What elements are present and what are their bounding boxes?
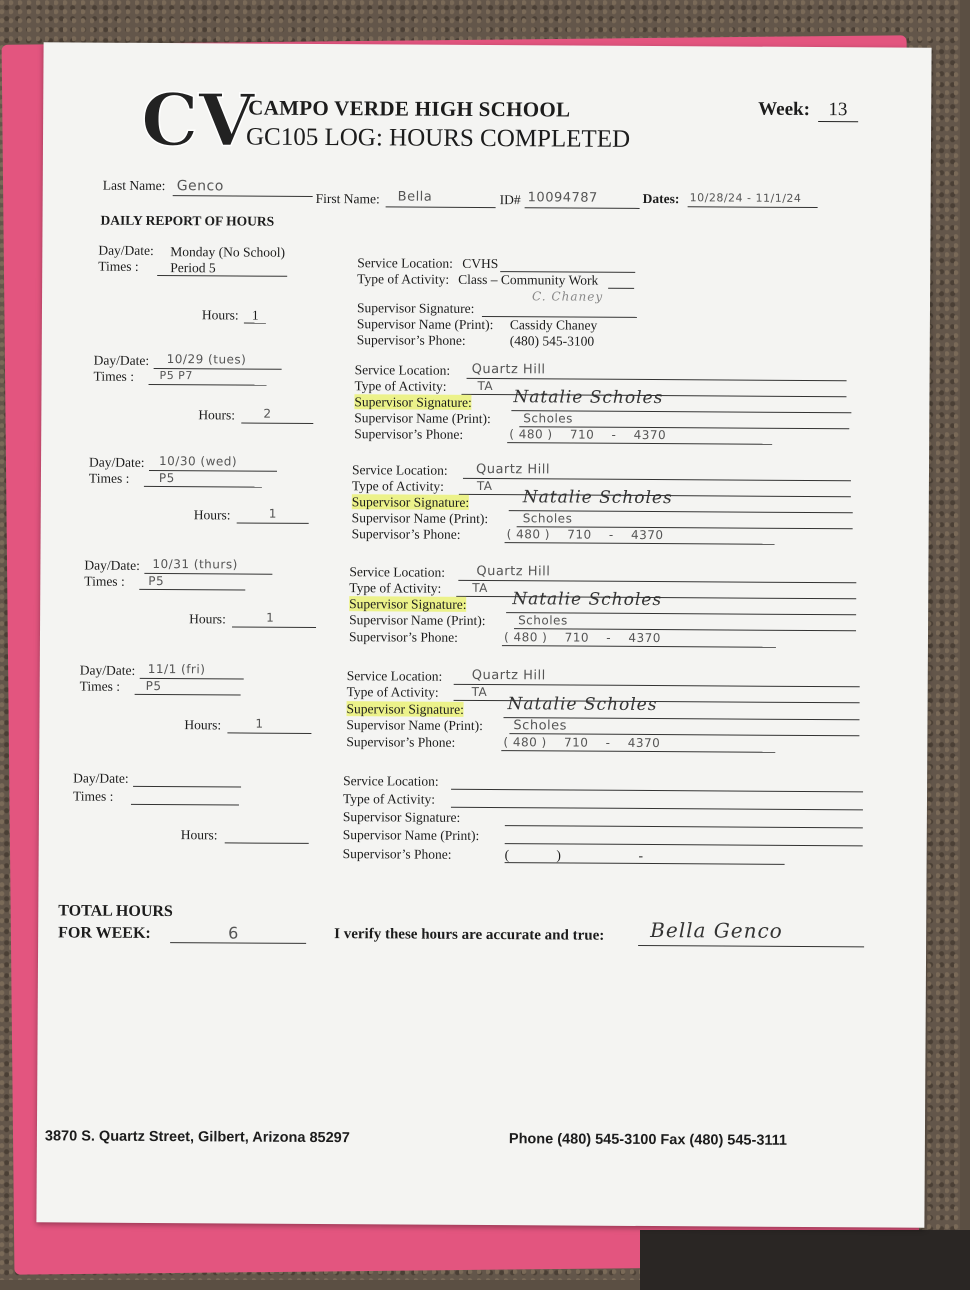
- signature-label: Supervisor Signature:: [354, 394, 472, 410]
- supervisor-phone-label: Supervisor’s Phone:: [346, 734, 456, 750]
- supervisor-name-label: Supervisor Name (Print):: [349, 612, 486, 629]
- supervisor-name-label: Supervisor Name (Print):: [356, 316, 494, 333]
- supervisor-phone-label: Supervisor’s Phone:: [356, 332, 466, 348]
- supervisor-phone-label: Supervisor’s Phone:: [348, 629, 458, 645]
- day-date-value: 10/29 (tues): [166, 352, 247, 367]
- total-hours-value: 6: [228, 923, 239, 943]
- times-value: P5: [145, 678, 162, 694]
- week-value: 13: [818, 99, 858, 122]
- times-value: Period 5: [170, 260, 216, 276]
- service-location-label: Service Location:: [354, 362, 451, 378]
- day-date-value: 10/31 (thurs): [152, 556, 238, 572]
- times-label: Times :: [88, 470, 130, 486]
- activity-label: Type of Activity:: [346, 684, 439, 700]
- activity-label: Type of Activity:: [342, 791, 436, 807]
- activity-value: Class – Community Work: [458, 271, 599, 288]
- supervisor-name-value: Scholes: [523, 411, 574, 426]
- school-name: CAMPO VERDE HIGH SCHOOL: [248, 95, 571, 122]
- footer-phone: Phone (480) 545-3100 Fax (480) 545-3111: [508, 1131, 788, 1149]
- supervisor-name-value: Scholes: [513, 718, 567, 734]
- signature-label: Supervisor Signature:: [346, 701, 464, 717]
- hours-value: 1: [251, 307, 259, 323]
- hours-value: 2: [263, 406, 272, 421]
- dates-label: Dates:: [642, 190, 680, 207]
- hours-label: Hours:: [201, 307, 239, 323]
- day-date-value: 11/1 (fri): [147, 661, 206, 677]
- supervisor-name-value: Scholes: [522, 511, 573, 526]
- hours-label: Hours:: [180, 827, 218, 843]
- day-date-label: Day/Date:: [79, 662, 136, 678]
- footer-address: 3870 S. Quartz Street, Gilbert, Arizona 85297: [44, 1128, 350, 1147]
- total-hours-label-1: TOTAL HOURS: [58, 902, 173, 921]
- supervisor-signature: C. Chaney: [532, 289, 604, 304]
- doc-title: GC105 LOG: HOURS COMPLETED: [245, 123, 631, 153]
- id-value: 10094787: [527, 190, 598, 206]
- times-value: P5 P7: [159, 369, 193, 383]
- dates-value: 10/28/24 - 11/1/24: [689, 191, 802, 205]
- supervisor-signature: Natalie Scholes: [522, 487, 673, 509]
- supervisor-name-label: Supervisor Name (Print):: [351, 510, 489, 527]
- service-location-label: Service Location:: [357, 255, 453, 271]
- hours-label: Hours:: [184, 717, 222, 733]
- supervisor-phone-value: ( 480 ) 710 - 4370: [503, 735, 661, 751]
- day-date-label: Day/Date:: [98, 242, 154, 258]
- signature-label: Supervisor Signature:: [349, 596, 467, 612]
- service-location-value: Quartz Hill: [471, 667, 546, 684]
- supervisor-signature: Natalie Scholes: [512, 589, 663, 611]
- hours-label: Hours:: [193, 507, 231, 523]
- week-label: Week:: [758, 98, 810, 120]
- day-date-value: Monday (No School): [170, 244, 286, 260]
- hours-value: 1: [255, 716, 264, 731]
- signature-label: Supervisor Signature:: [342, 809, 461, 825]
- day-date-label: Day/Date:: [93, 352, 150, 368]
- hours-value: 1: [266, 610, 275, 625]
- id-label: ID#: [499, 192, 521, 208]
- times-label: Times :: [79, 678, 121, 694]
- supervisor-name-label: Supervisor Name (Print):: [354, 410, 491, 427]
- activity-label: Type of Activity:: [351, 478, 445, 494]
- service-location-label: Service Location:: [349, 564, 446, 580]
- last-name-label: Last Name:: [102, 177, 166, 194]
- service-location-label: Service Location:: [351, 462, 448, 478]
- total-hours-label-2: FOR WEEK:: [58, 924, 151, 942]
- activity-value: TA: [477, 378, 494, 394]
- student-signature: Bella Genco: [650, 918, 783, 943]
- supervisor-phone-value: ( 480 ) 710 - 4370: [506, 527, 664, 543]
- blank-phone: ( ) -: [504, 847, 644, 863]
- supervisor-name-label: Supervisor Name (Print):: [342, 827, 480, 843]
- log-sheet: [36, 42, 931, 1227]
- signature-label: Supervisor Signature:: [356, 300, 475, 316]
- service-location-label: Service Location:: [346, 668, 443, 684]
- supervisor-phone-label: Supervisor’s Phone:: [342, 846, 452, 862]
- day-date-label: Day/Date:: [89, 454, 145, 470]
- daily-report-heading: DAILY REPORT OF HOURS: [100, 212, 275, 229]
- supervisor-phone-label: Supervisor’s Phone:: [354, 426, 464, 442]
- supervisor-name-value: Scholes: [518, 613, 568, 628]
- activity-label: Type of Activity:: [354, 378, 447, 394]
- supervisor-phone-value: (480) 545-3100: [509, 333, 595, 349]
- times-label: Times :: [93, 368, 135, 384]
- times-label: Times :: [84, 573, 125, 589]
- activity-value: TA: [471, 684, 488, 700]
- supervisor-signature: Natalie Scholes: [507, 694, 658, 716]
- hours-value: 1: [268, 506, 277, 521]
- supervisor-phone-value: ( 480 ) 710 - 4370: [503, 630, 662, 646]
- hours-label: Hours:: [189, 611, 226, 627]
- logo-text: CV: [140, 76, 255, 163]
- times-value: P5: [148, 573, 165, 589]
- times-value: P5: [158, 471, 175, 486]
- supervisor-phone-label: Supervisor’s Phone:: [351, 526, 461, 542]
- verify-label: I verify these hours are accurate and true:: [334, 926, 605, 944]
- times-label: Times :: [72, 788, 114, 804]
- dark-folder: [640, 1230, 970, 1290]
- activity-label: Type of Activity:: [349, 580, 442, 596]
- supervisor-signature: Natalie Scholes: [513, 387, 664, 409]
- supervisor-phone-value: ( 480 ) 710 - 4370: [509, 427, 667, 443]
- day-date-label: Day/Date:: [73, 770, 129, 786]
- service-location-label: Service Location:: [343, 773, 439, 789]
- last-name-value: Genco: [176, 178, 224, 195]
- service-location-value: Quartz Hill: [471, 361, 546, 378]
- service-location-value: Quartz Hill: [476, 563, 551, 580]
- day-date-label: Day/Date:: [84, 557, 140, 573]
- week-field: [758, 99, 858, 123]
- activity-value: TA: [472, 580, 488, 596]
- first-name-value: Bella: [397, 189, 433, 205]
- service-location-value: Quartz Hill: [475, 461, 551, 478]
- day-date-value: 10/30 (wed): [159, 454, 238, 469]
- activity-value: TA: [476, 478, 493, 494]
- service-location-value: CVHS: [462, 255, 499, 272]
- activity-label: Type of Activity:: [357, 271, 450, 287]
- signature-label: Supervisor Signature:: [351, 494, 470, 510]
- first-name-label: First Name:: [315, 190, 380, 207]
- hours-label: Hours:: [198, 407, 236, 423]
- supervisor-name-label: Supervisor Name (Print):: [346, 717, 483, 733]
- times-label: Times :: [98, 258, 139, 274]
- supervisor-name-value: Cassidy Chaney: [509, 317, 598, 333]
- cv-logo: [139, 76, 255, 163]
